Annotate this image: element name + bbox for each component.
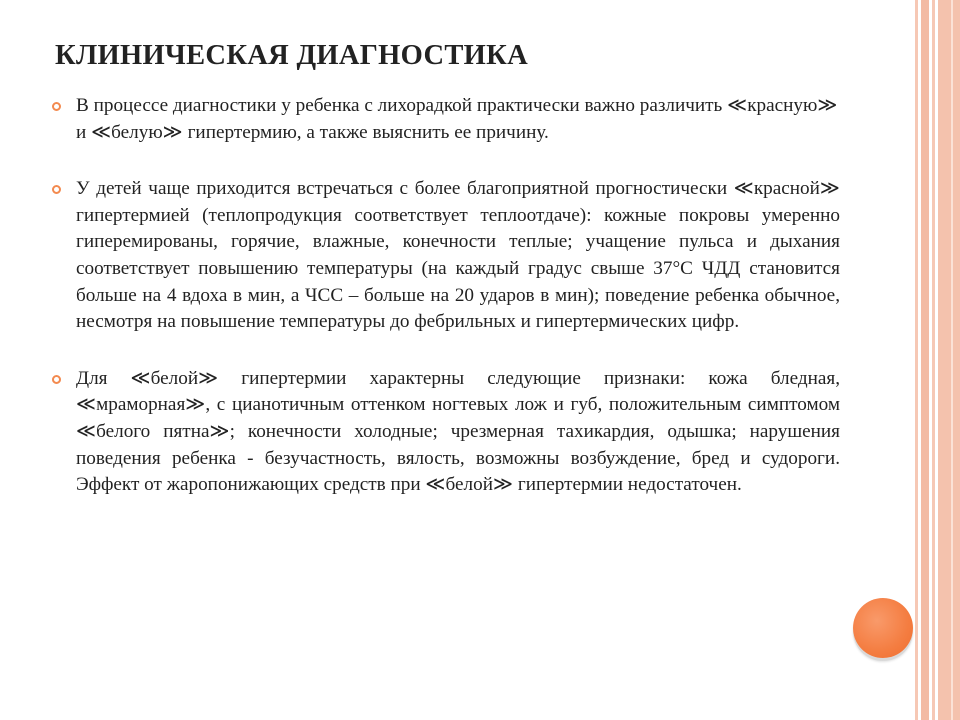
bullet-text: У детей чаще приходится встречаться с более благоприятной прогностически ≪красной≫ гипертермией (теплопродукция соответствует теплоотдаче): кожные покровы умеренно гиперемированы, горячие, влажные, конечности теплые; учащение пульса и дыхания соответствует повышению температуры (на каждый градус свыше 37°С ЧДД становится больше на 4 вдоха в мин, а ЧСС – больше на 20 ударов в мин); поведение ребенка обычное, несмотря на повышение температуры до фебрильных и гипертермических цифр. (76, 178, 840, 333)
decor-stripe-2 (921, 0, 929, 720)
decor-stripe-1 (915, 0, 918, 720)
bullet-list (52, 93, 840, 499)
bullet-ring-icon (52, 102, 61, 111)
decor-stripe-5 (951, 0, 953, 720)
decor-stripe-4 (938, 0, 960, 720)
bullet-text: Для ≪белой≫ гипертермии характерны следующие признаки: кожа бледная, ≪мраморная≫, с цианотичным оттенком ногтевых лож и губ, положительным симптомом ≪белого пятна≫; конечности холодные; чрезмерная тахикардия, одышка; нарушения поведения ребенка - безучастность, вялость, возможны возбуждение, бред и судороги. Эффект от жаропонижающих средств при ≪белой≫ гипертермии недостаточен. (76, 367, 840, 496)
decor-stripe-3 (932, 0, 935, 720)
bullet-ring-icon (52, 375, 61, 384)
bullet-text: В процессе диагностики у ребенка с лихорадкой практически важно различить ≪красную≫ и ≪белую≫ гипертермию, а также выяснить ее причину. (76, 95, 838, 143)
bullet-ring-icon (52, 185, 61, 194)
decor-orange-circle (853, 598, 913, 658)
bullet-item (52, 366, 840, 499)
slide-title: КЛИНИЧЕСКАЯ ДИАГНОСТИКА (55, 40, 528, 71)
bullet-item (52, 176, 840, 336)
bullet-item (52, 93, 840, 146)
